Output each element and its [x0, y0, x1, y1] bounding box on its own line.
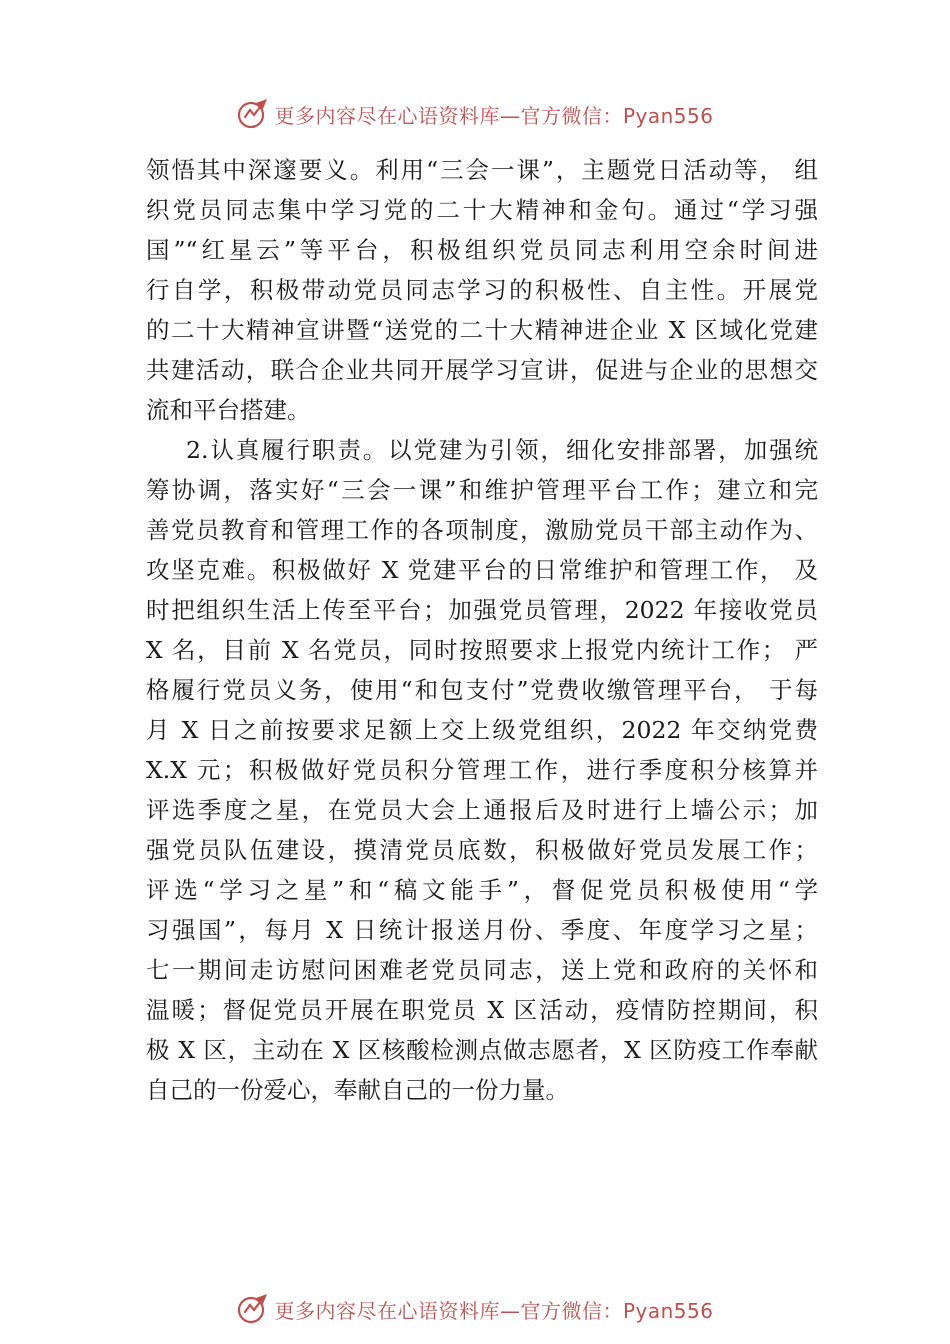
- text-line: 极 X 区，主动在 X 区核酸检测点做志愿者，X 区防疫工作奉献: [146, 1036, 818, 1064]
- text-line: 温暖；督促党员开展在职党员 X 区活动，疫情防控期间，积: [146, 996, 818, 1024]
- text-line: 自己的一份爱心，奉献自己的一份力量。: [146, 1076, 569, 1104]
- text-line: 的二十大精神宣讲暨“送党的二十大精神进企业 X 区域化党建: [146, 316, 818, 344]
- text-line: X.X 元；积极做好党员积分管理工作，进行季度积分核算并: [146, 756, 818, 784]
- watermark-logo-icon: [236, 97, 270, 131]
- paragraph-2: [146, 430, 818, 1110]
- text-line: 评选季度之星，在党员大会上通报后及时进行上墙公示；加: [146, 796, 818, 824]
- text-line: 国”“红星云”等平台，积极组织党员同志利用空余时间进: [146, 236, 818, 264]
- watermark-text: 更多内容尽在心语资料库—官方微信：Pyan556: [274, 1298, 714, 1323]
- text-line: 攻坚克难。积极做好 X 党建平台的日常维护和管理工作， 及: [146, 556, 818, 584]
- text-line: 月 X 日之前按要求足额上交上级党组织，2022 年交纳党费: [146, 716, 818, 744]
- text-line: 强党员队伍建设，摸清党员底数，积极做好党员发展工作；: [146, 836, 818, 864]
- text-line: 2.认真履行职责。以党建为引领，细化安排部署，加强统: [186, 436, 818, 464]
- text-line: 善党员教育和管理工作的各项制度，激励党员干部主动作为、: [146, 516, 818, 544]
- text-line: 评选“学习之星”和“稿文能手”，督促党员积极使用“学: [146, 876, 818, 904]
- text-line: 七一期间走访慰问困难老党员同志，送上党和政府的关怀和: [146, 956, 818, 984]
- text-line: 织党员同志集中学习党的二十大精神和金句。通过“学习强: [146, 196, 818, 224]
- text-line: X 名，目前 X 名党员，同时按照要求上报党内统计工作； 严: [146, 636, 818, 664]
- text-line: 筹协调，落实好“三会一课”和维护管理平台工作；建立和完: [146, 476, 818, 504]
- paragraph-1: [146, 150, 818, 430]
- text-line: 格履行党员义务，使用“和包支付”党费收缴管理平台， 于每: [146, 676, 818, 704]
- text-line: 行自学，积极带动党员同志学习的积极性、自主性。开展党: [146, 276, 818, 304]
- text-line: 共建活动，联合企业共同开展学习宣讲，促进与企业的思想交: [146, 356, 818, 384]
- text-line: 习强国”，每月 X 日统计报送月份、季度、年度学习之星；: [146, 916, 818, 944]
- watermark-logo-icon: [236, 1292, 270, 1326]
- watermark-text: 更多内容尽在心语资料库—官方微信：Pyan556: [274, 103, 714, 128]
- text-line: 流和平台搭建。: [146, 396, 311, 424]
- text-line: 领悟其中深邃要义。利用“三会一课”，主题党日活动等， 组: [146, 156, 818, 184]
- text-line: 时把组织生活上传至平台；加强党员管理，2022 年接收党员: [146, 596, 818, 624]
- document-body: [146, 150, 818, 1110]
- footer-watermark: [0, 1289, 950, 1329]
- header-watermark: [0, 94, 950, 134]
